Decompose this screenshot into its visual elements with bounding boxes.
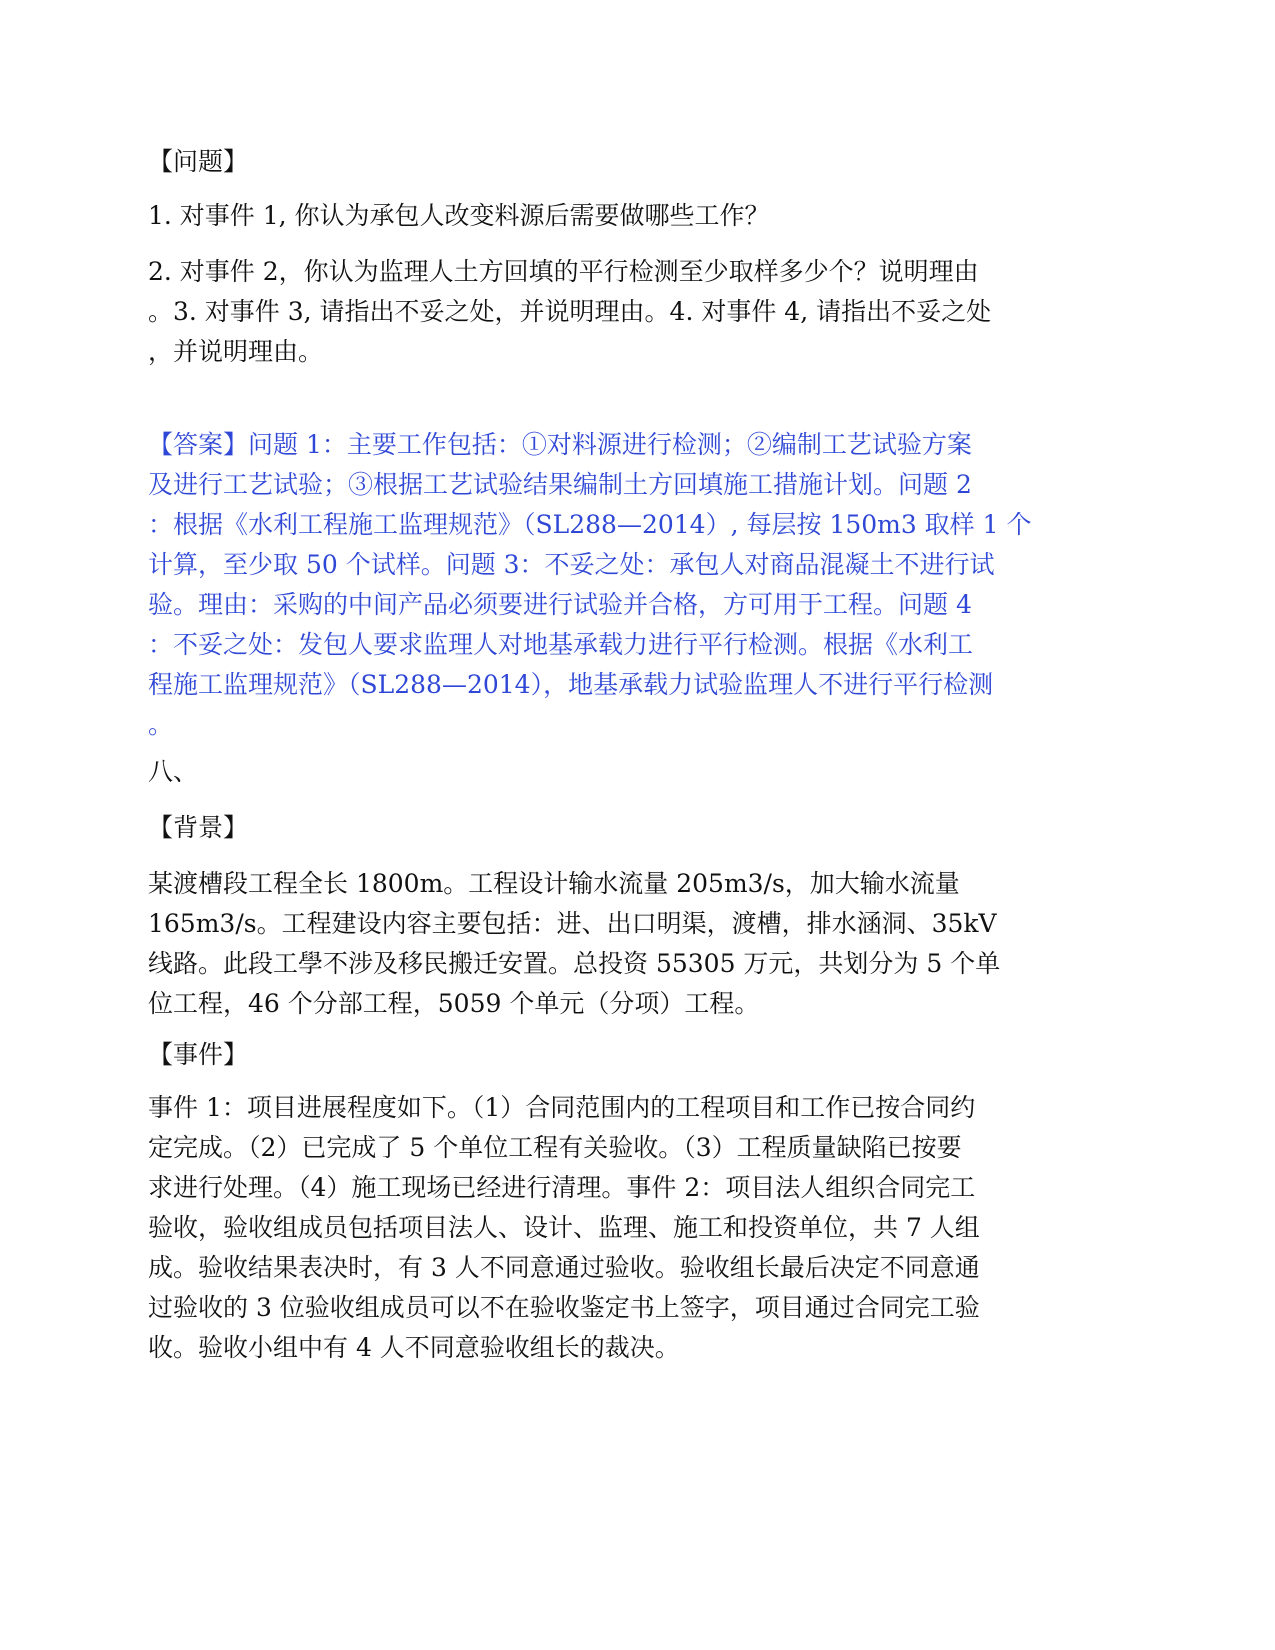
answer-line: ：根据《水利工程施工监理规范》（SL288—2014）, 每层按 150m3 取样 1 个 — [148, 510, 1032, 539]
text-line: ，并说明理由。 — [148, 337, 324, 366]
text-line: 事件 1：项目进展程度如下。（1）合同范围内的工程项目和工作已按合同约 — [148, 1093, 976, 1122]
text-line: 求进行处理。（4）施工现场已经进行清理。事件 2：项目法人组织合同完工 — [148, 1173, 976, 1202]
text-line: 过验收的 3 位验收组成员可以不在验收鉴定书上签字，项目通过合同完工验 — [148, 1293, 980, 1322]
text-line: 位工程，46 个分部工程，5059 个单元（分项）工程。 — [148, 989, 760, 1018]
text-line: 收。验收小组中有 4 人不同意验收组长的裁决。 — [148, 1333, 680, 1362]
text-line: 线路。此段工學不涉及移民搬迁安置。总投资 55305 万元，共划分为 5 个单 — [148, 949, 1001, 978]
background-paragraph — [148, 864, 1128, 1024]
text-line: 165m3/s。工程建设内容主要包括：进、出口明渠，渡槽，排水涵洞、35kV — [148, 909, 997, 938]
answer-block — [148, 425, 1128, 745]
answer-line: 计算，至少取 50 个试样。问题 3：不妥之处：承包人对商品混凝土不进行试 — [148, 550, 995, 579]
text-line: 2. 对事件 2，你认为监理人土方回填的平行检测至少取样多少个？说明理由 — [148, 257, 979, 286]
text-line: 成。验收结果表决时，有 3 人不同意通过验收。验收组长最后决定不同意通 — [148, 1253, 980, 1282]
answer-line: 。 — [148, 710, 174, 739]
questions-heading: 【问题】 — [148, 147, 249, 176]
events-heading: 【事件】 — [148, 1040, 249, 1069]
answer-line: ：不妥之处：发包人要求监理人对地基承载力进行平行检测。根据《水利工 — [148, 630, 974, 659]
question-1: 1. 对事件 1, 你认为承包人改变料源后需要做哪些工作？ — [148, 201, 770, 230]
answer-line: 及进行工艺试验；③根据工艺试验结果编制土方回填施工措施计划。问题 2 — [148, 470, 972, 499]
events-paragraph — [148, 1088, 1128, 1368]
text-line: 某渡槽段工程全长 1800m。工程设计输水流量 205m3/s，加大输水流量 — [148, 869, 960, 898]
text-line: 。3. 对事件 3, 请指出不妥之处，并说明理由。4. 对事件 4, 请指出不妥之处 — [148, 297, 992, 326]
text-line: 定完成。（2）已完成了 5 个单位工程有关验收。（3）工程质量缺陷已按要 — [148, 1133, 962, 1162]
text-line: 验收，验收组成员包括项目法人、设计、监理、施工和投资单位，共 7 人组 — [148, 1213, 980, 1242]
answer-line: 【答案】问题 1：主要工作包括：①对料源进行检测；②编制工艺试验方案 — [148, 430, 972, 459]
answer-line: 验。理由：采购的中间产品必须要进行试验并合格，方可用于工程。问题 4 — [148, 590, 972, 619]
section-number: 八、 — [148, 757, 199, 786]
answer-line: 程施工监理规范》（SL288—2014），地基承载力试验监理人不进行平行检测 — [148, 670, 994, 699]
questions-2-4 — [148, 252, 1128, 372]
background-heading: 【背景】 — [148, 813, 249, 842]
